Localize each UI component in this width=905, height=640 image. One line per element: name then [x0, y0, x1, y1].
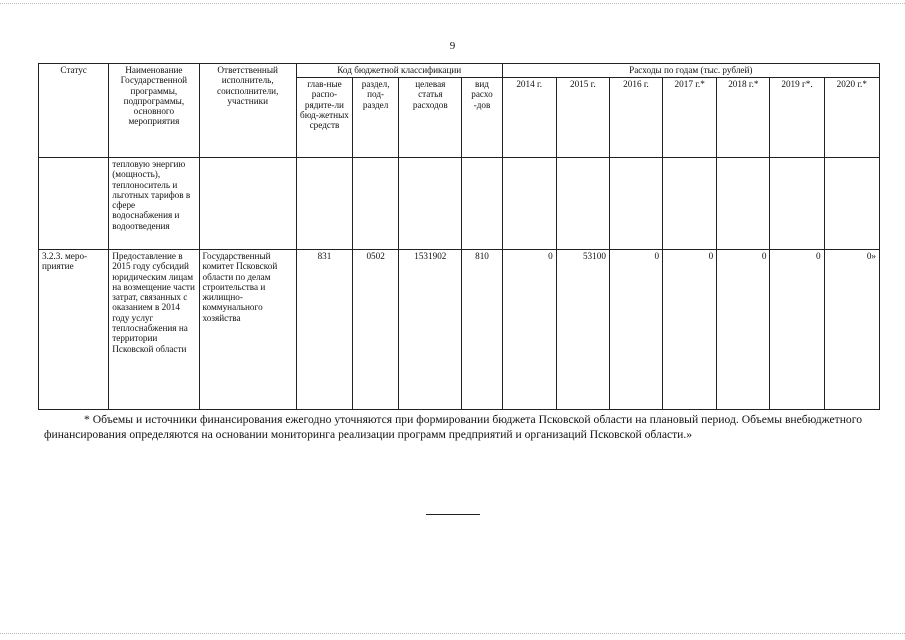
- cell-value-2019: 0: [770, 250, 824, 410]
- scan-bottom-edge: [0, 633, 905, 634]
- cell-value-2020: 0»: [824, 250, 879, 410]
- header-name: Наименование Государственной программы, подпрограммы, основного мероприятия: [109, 64, 199, 158]
- header-status: Статус: [39, 64, 109, 158]
- cell-code-target-article: [399, 158, 462, 250]
- page-number: 9: [449, 40, 456, 52]
- cell-responsible: Государственный комитет Псковской области по делам строительства и жилищно-коммунального хозяйства: [199, 250, 296, 410]
- cell-value-2018: 0: [717, 250, 770, 410]
- cell-code-expense-type: 810: [462, 250, 502, 410]
- cell-value-2016: [609, 158, 662, 250]
- end-divider: [426, 514, 480, 515]
- budget-table: [38, 63, 880, 410]
- header-code-main-managers: глав-ные распо-рядите-ли бюд-жетных средств: [296, 78, 352, 158]
- cell-name: Предоставление в 2015 году субсидий юридическим лицам на возмещение части затрат, связанных с оказанием в 2014 году услуг теплоснабжения на территории Псковской области: [109, 250, 199, 410]
- cell-value-2014: [502, 158, 556, 250]
- header-year-2014: 2014 г.: [502, 78, 556, 158]
- table-row: [39, 250, 880, 410]
- cell-value-2015: 53100: [556, 250, 609, 410]
- header-year-2020: 2020 г.*: [824, 78, 879, 158]
- header-year-2019: 2019 г*.: [770, 78, 824, 158]
- cell-code-section: [353, 158, 399, 250]
- cell-name: тепловую энергию (мощность), теплоноситель и льготных тарифов в сфере водоснабжения и водоотведения: [109, 158, 199, 250]
- cell-status: 3.2.3. меро-приятие: [39, 250, 109, 410]
- cell-value-2018: [717, 158, 770, 250]
- cell-value-2019: [770, 158, 824, 250]
- cell-code-main-manager: 831: [296, 250, 352, 410]
- cell-code-target-article: 1531902: [399, 250, 462, 410]
- header-code-section: раздел, под-раздел: [353, 78, 399, 158]
- header-year-2017: 2017 г.*: [663, 78, 717, 158]
- header-budget-code-group: Код бюджетной классификации: [296, 64, 502, 78]
- cell-responsible: [199, 158, 296, 250]
- cell-code-main-manager: [296, 158, 352, 250]
- cell-value-2015: [556, 158, 609, 250]
- header-code-expense-type: вид расхо -дов: [462, 78, 502, 158]
- header-year-2016: 2016 г.: [609, 78, 662, 158]
- header-year-2018: 2018 г.*: [717, 78, 770, 158]
- header-code-target-article: целевая статья расходов: [399, 78, 462, 158]
- cell-code-expense-type: [462, 158, 502, 250]
- cell-value-2017: 0: [663, 250, 717, 410]
- table-row: [39, 158, 880, 250]
- footnote: [44, 412, 862, 442]
- cell-value-2016: 0: [609, 250, 662, 410]
- cell-value-2017: [663, 158, 717, 250]
- scan-top-edge: [0, 3, 905, 4]
- header-expenses-group: Расходы по годам (тыс. рублей): [502, 64, 879, 78]
- footnote-text: * Объемы и источники финансирования ежегодно уточняются при формировании бюджета Псковской области на плановый период. Объемы внебюджетного финансирования определяются на основании мониторинга реализации программ предприятий и организаций Псковской области.»: [44, 413, 862, 442]
- cell-value-2020: [824, 158, 879, 250]
- cell-status: [39, 158, 109, 250]
- cell-code-section: 0502: [353, 250, 399, 410]
- cell-value-2014: 0: [502, 250, 556, 410]
- header-year-2015: 2015 г.: [556, 78, 609, 158]
- header-responsible: Ответственный исполнитель, соисполнители, участники: [199, 64, 296, 158]
